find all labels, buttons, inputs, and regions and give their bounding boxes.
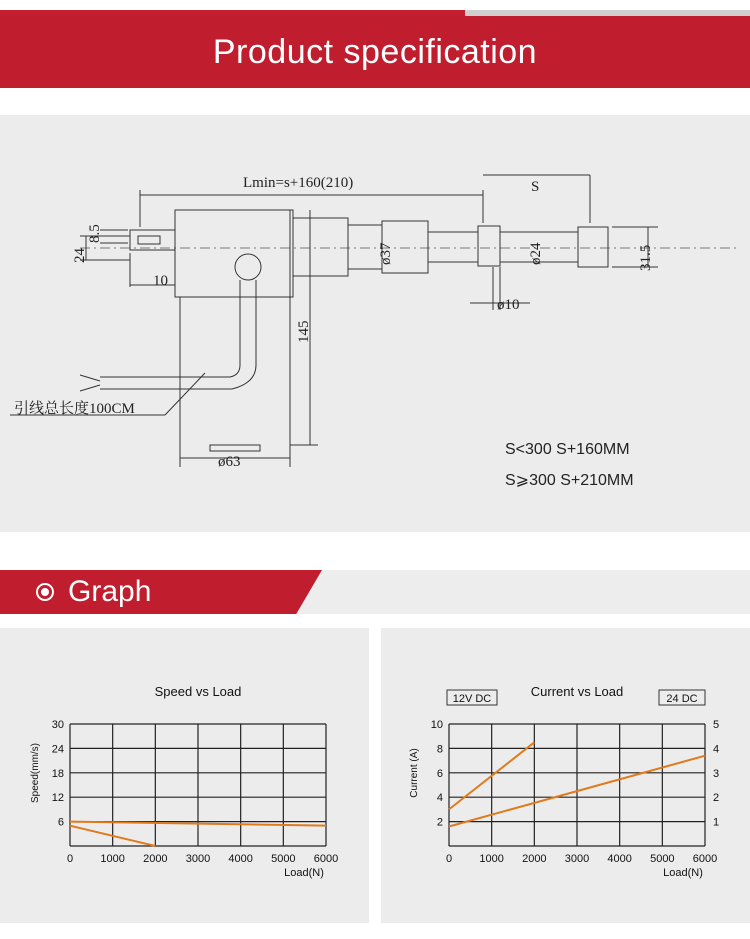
y-right-tick-label: 2: [713, 792, 720, 805]
y-tick-label: 6: [436, 767, 443, 780]
x-tick-label: 6000: [692, 853, 718, 865]
y-right-tick-label: 5: [713, 719, 720, 731]
speed-chart-panel: [0, 628, 369, 923]
y-tick-label: 8: [436, 743, 443, 756]
x-tick-label: 2000: [143, 853, 168, 865]
dim-24-left: 24: [72, 248, 88, 263]
x-axis-label: Load(N): [663, 867, 703, 879]
dim-lmin: Lmin=s+160(210): [243, 175, 354, 191]
dim-145: 145: [296, 320, 312, 343]
actuator-drawing: [0, 115, 750, 532]
motor-housing: [175, 210, 293, 297]
graph-heading: [36, 571, 151, 613]
gear-body: [293, 218, 348, 276]
x-tick-label: 4000: [228, 853, 253, 865]
rear-clevis: [130, 230, 175, 250]
stroke-note-2: S⩾300 S+210MM: [505, 472, 634, 489]
y-tick-label: 10: [430, 719, 443, 731]
x-tick-label: 3000: [564, 853, 590, 865]
speed-vs-load-chart: [0, 628, 369, 923]
y-axis-label: Current (A): [409, 748, 420, 798]
x-tick-label: 2000: [522, 853, 547, 865]
x-tick-label: 1000: [100, 853, 125, 865]
legend-label-right: 24 DC: [666, 693, 698, 705]
x-tick-label: 1000: [479, 853, 504, 865]
x-tick-label: 4000: [607, 853, 632, 865]
x-tick-label: 6000: [313, 853, 339, 865]
front-clevis: [478, 226, 500, 266]
current-vs-load-chart: [381, 628, 750, 923]
x-tick-label: 5000: [271, 853, 296, 865]
cable-exit: [235, 254, 261, 280]
y-right-tick-label: 3: [713, 767, 720, 780]
y-tick-label: 6: [57, 816, 64, 829]
dim-phi24: ø24: [528, 242, 544, 265]
y-tick-label: 30: [51, 719, 64, 731]
y-right-tick-label: 1: [713, 816, 720, 829]
page-title: Product specification: [212, 32, 538, 71]
dim-phi37: ø37: [378, 242, 394, 265]
x-tick-label: 3000: [185, 853, 211, 865]
y-axis-label: Speed(mm/s): [30, 742, 41, 804]
wire-note: 引线总长度100CM: [14, 401, 135, 417]
stroke-note-1: S<300 S+160MM: [505, 441, 630, 458]
graph-heading-label: Graph: [68, 575, 152, 608]
current-chart-panel: [381, 628, 750, 923]
y-tick-label: 24: [51, 743, 64, 756]
chart-title: Current vs Load: [530, 684, 624, 699]
y-tick-label: 12: [51, 792, 64, 805]
dim-31-5: 31.5: [638, 244, 654, 271]
dim-phi10: ø10: [497, 297, 520, 313]
target-icon: [36, 583, 54, 601]
dim-phi63: ø63: [218, 454, 241, 470]
dimension-drawing: [0, 115, 750, 532]
dim-8-5: 8.5: [87, 224, 103, 243]
y-tick-label: 4: [436, 792, 443, 805]
extended-clevis: [578, 227, 608, 267]
header-banner: [0, 16, 750, 88]
y-tick-label: 2: [436, 816, 443, 829]
y-right-tick-label: 4: [713, 743, 720, 756]
dim-10: 10: [153, 273, 168, 289]
x-tick-label: 0: [445, 853, 453, 865]
legend-label-left: 12V DC: [452, 693, 492, 705]
dim-stroke: S: [531, 179, 540, 195]
y-tick-label: 18: [51, 767, 64, 780]
chart-title: Speed vs Load: [154, 684, 242, 699]
x-tick-label: 5000: [650, 853, 675, 865]
x-axis-label: Load(N): [284, 867, 324, 879]
x-tick-label: 0: [66, 853, 74, 865]
